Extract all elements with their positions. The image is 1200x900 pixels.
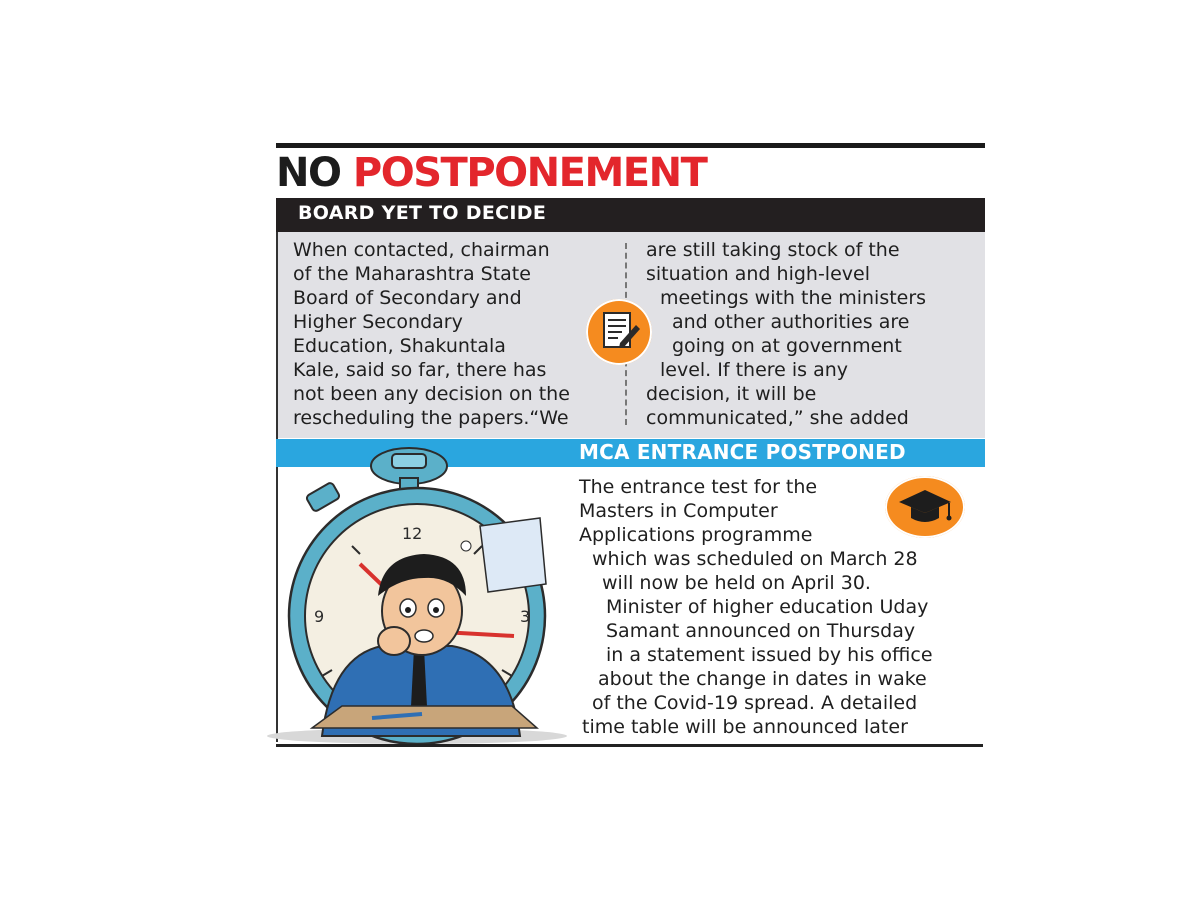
top-rule bbox=[276, 143, 985, 148]
bottom-rule bbox=[276, 744, 983, 747]
notepad-pen-icon bbox=[586, 299, 652, 365]
board-right-line-7: decision, it will be bbox=[646, 383, 817, 405]
mca-line-3: Applications programme bbox=[579, 524, 813, 546]
clock-number-3: 3 bbox=[520, 607, 531, 626]
board-left-line-3: Board of Secondary and bbox=[293, 287, 522, 309]
mca-line-9: about the change in dates in wake bbox=[598, 668, 927, 690]
board-right-line-1: are still taking stock of the bbox=[646, 239, 900, 261]
board-left-line-4: Higher Secondary bbox=[293, 311, 463, 333]
headline-part-1: NO bbox=[276, 150, 341, 196]
board-left-line-1: When contacted, chairman bbox=[293, 239, 550, 261]
headline bbox=[276, 149, 706, 197]
clock-number-9: 9 bbox=[314, 607, 325, 626]
mca-line-10: of the Covid-19 spread. A detailed bbox=[592, 692, 918, 714]
graduation-cap-icon bbox=[885, 476, 965, 538]
headline-part-2: POSTPONEMENT bbox=[352, 150, 707, 196]
clock-number-12: 12 bbox=[402, 524, 423, 543]
board-right-line-3: meetings with the ministers bbox=[660, 287, 927, 309]
infographic bbox=[276, 143, 985, 748]
board-right-line-2: situation and high-level bbox=[646, 263, 870, 285]
board-right-line-4: and other authorities are bbox=[672, 311, 910, 333]
board-left-line-8: rescheduling the papers.“We bbox=[293, 407, 569, 429]
board-right-line-8: communicated,” she added bbox=[646, 407, 909, 429]
worried-student-clock-illustration bbox=[252, 436, 572, 748]
mca-line-7: Samant announced on Thursday bbox=[606, 620, 916, 642]
board-left-line-6: Kale, said so far, there has bbox=[293, 359, 547, 381]
board-right-line-6: level. If there is any bbox=[660, 359, 849, 381]
mca-line-8: in a statement issued by his office bbox=[606, 644, 933, 666]
mca-section-title: MCA ENTRANCE POSTPONED bbox=[579, 440, 906, 464]
mca-line-4: which was scheduled on March 28 bbox=[592, 548, 918, 570]
mca-line-5: will now be held on April 30. bbox=[602, 572, 871, 594]
mca-line-2: Masters in Computer bbox=[579, 500, 778, 522]
mca-line-1: The entrance test for the bbox=[579, 476, 818, 498]
mca-line-11: time table will be announced later bbox=[582, 716, 908, 738]
board-section-header bbox=[276, 198, 985, 232]
board-section-title: BOARD YET TO DECIDE bbox=[298, 202, 547, 224]
board-left-line-5: Education, Shakuntala bbox=[293, 335, 506, 357]
board-left-line-7: not been any decision on the bbox=[293, 383, 570, 405]
board-left-line-2: of the Maharashtra State bbox=[293, 263, 531, 285]
board-right-line-5: going on at government bbox=[672, 335, 902, 357]
mca-line-6: Minister of higher education Uday bbox=[606, 596, 929, 618]
